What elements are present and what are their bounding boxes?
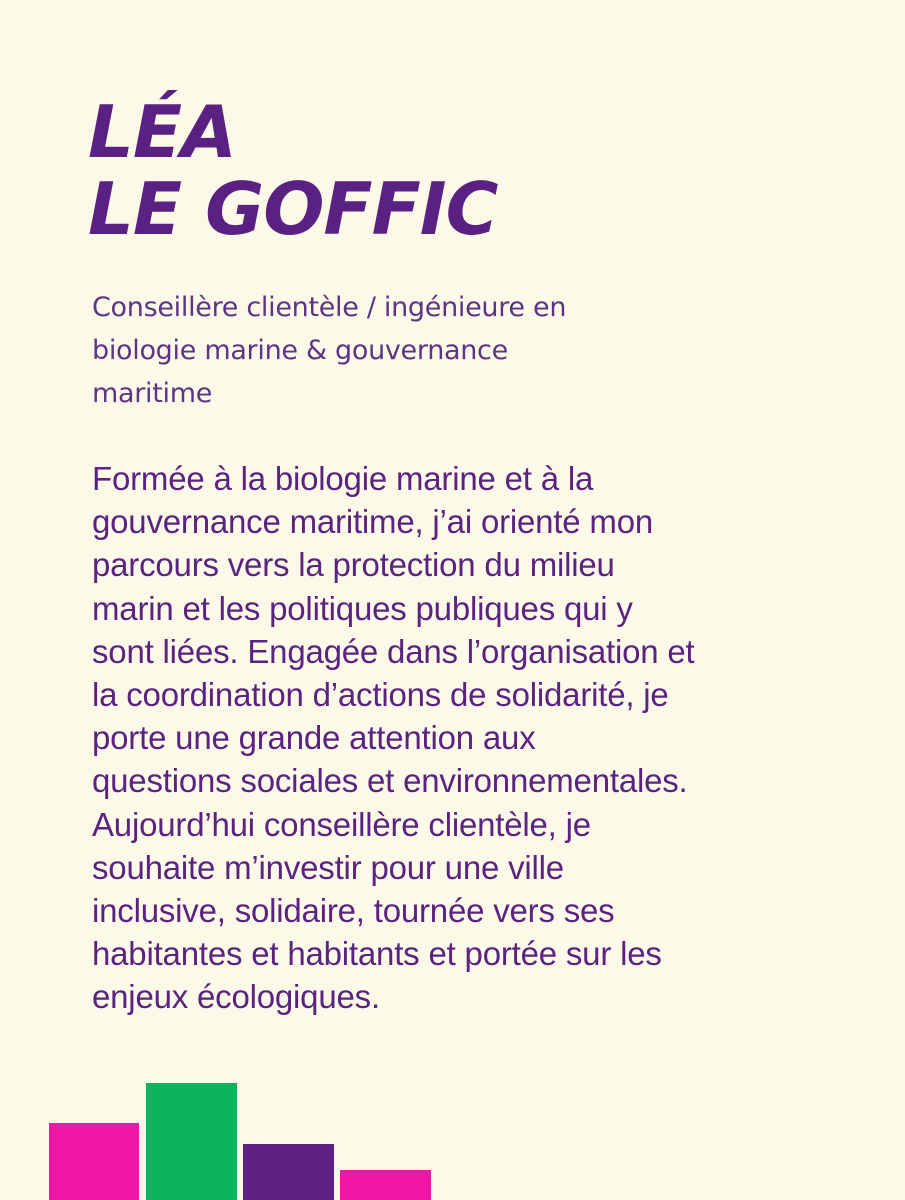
name-second-line: LE GOFFIC <box>88 167 498 251</box>
bio-line: Aujourd’hui conseillère clientèle, je <box>92 805 591 843</box>
bio-line: Formée à la biologie marine et à la <box>92 460 594 497</box>
magenta-bar-short <box>340 1170 431 1200</box>
bio-line: sont liées. Engagée dans l’organisation et <box>92 632 695 670</box>
bio-line: questions sociales et environnementales. <box>92 762 688 800</box>
bio-line: souhaite m’investir pour une ville <box>92 848 564 886</box>
biography <box>92 457 882 1019</box>
bio-line: gouvernance maritime, j’ai orienté mon <box>92 503 654 541</box>
bio-line: la coordination d’actions de solidarité, je <box>92 676 669 714</box>
role-description <box>92 286 712 415</box>
person-name <box>88 90 498 251</box>
name-first-line: LÉA <box>88 90 236 174</box>
role-line-1: Conseillère clientèle / ingénieure en <box>92 292 567 323</box>
magenta-bar <box>49 1123 139 1200</box>
role-line-2: biologie marine & gouvernance <box>92 335 508 366</box>
purple-bar <box>243 1144 334 1200</box>
bio-line: parcours vers la protection du milieu <box>92 546 615 584</box>
role-line-3: maritime <box>92 378 213 409</box>
bio-line: marin et les politiques publiques qui y <box>92 589 633 627</box>
bio-line: inclusive, solidaire, tournée vers ses <box>92 892 615 930</box>
bio-line: habitantes et habitants et portée sur les <box>92 935 662 973</box>
bio-line: porte une grande attention aux <box>92 719 536 757</box>
green-bar <box>146 1083 237 1200</box>
bio-line: enjeux écologiques. <box>92 978 380 1016</box>
